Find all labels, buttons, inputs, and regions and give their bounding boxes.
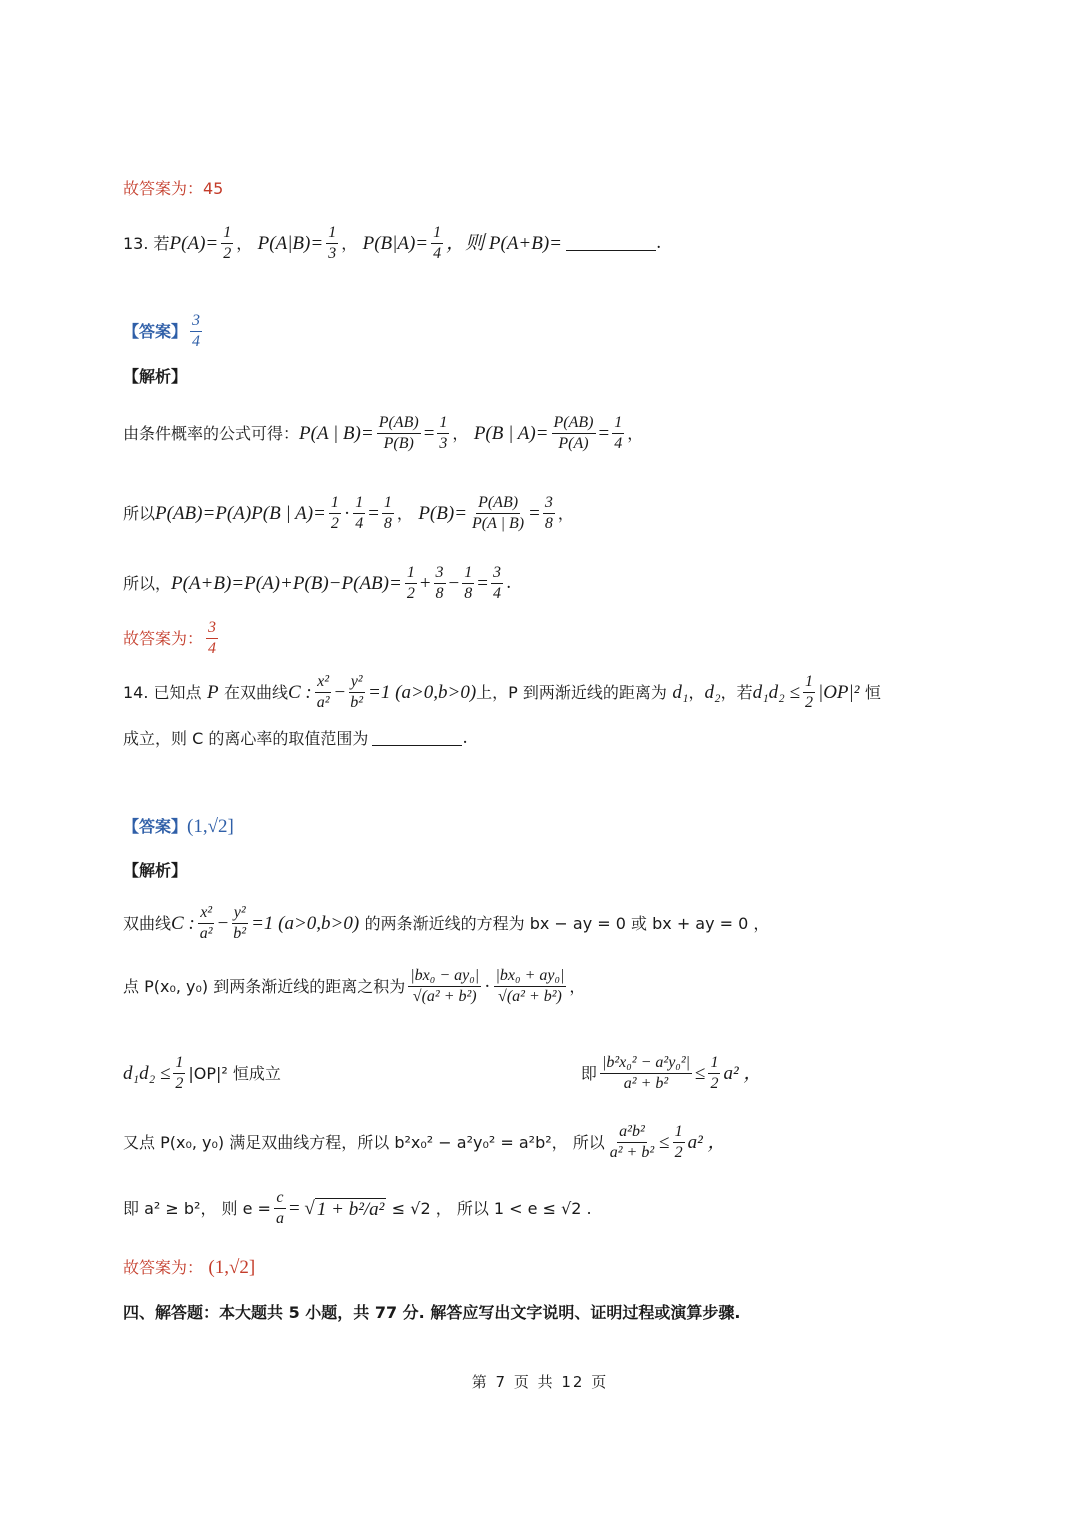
hyp-eq: =1 (a>0,b>0) [368,682,477,703]
q13-answer [123,313,980,350]
step-frac [494,968,567,1005]
hyperbola-name: C : [171,913,195,934]
step-text: 即 a² ≥ b²， 则 e = [123,1198,271,1218]
prompt-text: 成立，则 C 的离心率的取值范围为 [123,728,369,748]
frac-num: 1 [221,225,233,244]
frac-num: 1 [405,565,417,584]
q13-answer-blank [566,236,656,251]
q14-final [123,1258,980,1277]
step-math: P(A | B)= [299,423,374,444]
prompt-text: ，若 [720,682,753,702]
frac-den: 8 [544,515,553,532]
step-text: |OP|² 恒成立 [188,1063,281,1083]
frac-den: 4 [208,640,217,657]
q13-step1: 由条件概率的公式可得： P(A | B)= $\frac{P(AB)}{P(B)}$ = $\frac{1}{3}$ ， P(B | A)= $\frac{P(AB)}{P(A)}$ = $\frac{1}{4}$ ， [123,414,644,452]
q14-number: 14. 已知点 [123,682,202,702]
step-text: 由条件概率的公式可得： [123,423,300,443]
frac-num: |b²x₀² − a²y₀²| [600,1055,692,1074]
step-frac [405,565,417,602]
frac-num: 1 [326,225,338,244]
step-frac [382,495,394,532]
frac-den: 4 [433,245,442,262]
page-footer [0,1371,1080,1392]
d2: d₂ [704,682,721,703]
frac-num: 1 [673,1124,685,1143]
step-text: 双曲线 [123,913,172,933]
analysis-label: 【解析】 [123,861,188,880]
step-math: P(A+B)=P(A)+P(B)−P(AB)= [171,573,402,594]
frac-den: a [275,1210,284,1227]
step-math: P(AB)=P(A)P(B | A)= [155,503,326,524]
half-frac [173,1055,185,1092]
frac-den: 2 [175,1075,184,1092]
frac-den: 2 [710,1075,719,1092]
frac-num: x² [198,905,214,924]
step-frac [329,495,341,532]
frac-den: 8 [435,585,444,602]
section-title-text: 四、解答题：本大题共 5 小题，共 77 分. 解答应写出文字说明、证明过程或演算步骤. [123,1303,741,1322]
q14-analysis-label [123,863,980,879]
frac-den: 2 [223,245,232,262]
frac-den: 3 [439,435,448,452]
analysis-label: 【解析】 [123,367,188,386]
q13-ask: ，则 P(A+B)= [446,233,563,254]
frac-num: y² [232,905,248,924]
frac-den: 4 [355,515,364,532]
q13-step3: 所以， P(A+B)=P(A)+P(B)−P(AB)= $\frac{1}{2}$ + $\frac{3}{8}$ − $\frac{1}{8}$ = $\frac{3}{4}$ . [123,564,512,602]
frac-num: 1 [612,415,624,434]
frac-num: 1 [353,495,365,514]
q13-cond3-frac [431,225,443,262]
step-math: P(B)= [418,503,468,524]
q13-cond2-frac [326,225,338,262]
q14-prompt-line2: 成立，则 C 的离心率的取值范围为 . [123,728,468,748]
q13-answer-frac [190,313,202,350]
eq-sign: = [598,423,610,444]
frac-den: a² [199,925,213,942]
frac-num: 1 [382,495,394,514]
q13-cond3: P(B|A)= [362,233,429,254]
step-frac [543,495,555,532]
q12-answer-line [123,181,980,197]
d1: d₁ [672,682,689,703]
half-frac [708,1055,720,1092]
prompt-text: 上，P 到两渐近线的距离为 [476,682,667,702]
section4-title [123,1305,980,1321]
frac-num: 1 [431,225,443,244]
cond-lhs: d₁d₂ ≤ [752,682,800,703]
frac-den: 2 [406,585,415,602]
frac-num: 3 [190,313,202,332]
frac-den: a² + b² [609,1144,655,1161]
frac-num: c [274,1190,285,1209]
frac-den: 2 [674,1144,683,1161]
step-frac [612,415,624,452]
step-frac [353,495,365,532]
q13-cond1: P(A)= [169,233,219,254]
final-label: 故答案为： [123,628,204,648]
frac-den: b² [233,925,247,942]
hyp-frac [348,674,365,711]
frac-den: 2 [804,694,813,711]
prompt-text: 恒 [864,682,881,702]
final-label: 故答案为： [123,1257,204,1277]
frac-num: P(AB) [377,415,421,434]
step-text: 所以， [123,573,172,593]
q14-step5: 即 a² ≥ b²， 则 e = $\frac{c}{a}$ = √ 1 + b²/a² ≤ √2 ， 所以 1 < e ≤ √2 . [123,1189,592,1227]
answer-value: (1,√2] [187,816,234,837]
q14-answer-blank [372,731,462,746]
frac-num: x² [315,674,331,693]
q13-cond2: P(A|B)= [257,233,324,254]
frac-num: 3 [206,620,218,639]
q14-step4: 又点 P(x₀, y₀) 满足双曲线方程，所以 b²x₀² − a²y₀² = a²b²， 所以 $\frac{\text{a²b²}}{\text{a² + b²}}$ ≤ $\frac{1}{2}$ a² ， [123,1123,727,1161]
step-math: a² ， [687,1132,727,1153]
q13-cond1-frac [221,225,233,262]
frac-den: 8 [464,585,473,602]
q14-step3 [123,1055,980,1092]
final-value: (1,√2] [208,1257,256,1278]
step-frac [470,495,526,532]
cond-rhs: |OP|² [817,682,860,703]
half-frac [673,1124,685,1161]
frac-den: a² + b² [623,1075,669,1092]
step-text: ≤ √2 ， 所以 1 < e ≤ √2 . [391,1198,592,1218]
frac-num: 1 [708,1055,720,1074]
eq-sign: = [423,423,435,444]
frac-den: 4 [614,435,623,452]
q13-final [123,620,980,657]
frac-num: 3 [491,565,503,584]
frac-den: √(a² + b²) [412,988,477,1005]
sqrt-expr: 1 + b²/a² [316,1199,385,1220]
frac-num: y² [349,674,365,693]
q14-step1: 双曲线 C : $\frac{\text{x²}}{\text{a²}}$ − $\frac{\text{y²}}{\text{b²}}$ =1 (a>0,b>0) 的两条渐近线的方程为 bx − ay = 0 或 bx + ay = 0 ， [123,904,770,942]
q13-step2: 所以 P(AB)=P(A)P(B | A)= $\frac{1}{2}$ · $\frac{1}{4}$ = $\frac{1}{8}$ ， P(B)= $\frac{P(AB)}{P(A | B)}$ = $\frac{3}{8}$ ， [123,494,574,532]
q14-prompt-line1: 14. 已知点 P 在双曲线 C : $\frac{\text{x²}}{\text{a²}}$ − $\frac{\text{y²}}{\text{b²}}$ =1 (a>0,b>0) 上，P 到两渐近线的距离为 d₁ ， d₂ ，若 d₁d₂ ≤ $\frac{1}{2}$ |OP|² 恒 [123,673,881,711]
q13-prompt: 13. 若 P(A)= $\frac{1}{2}$ ， P(A|B)= $\frac{1}{3}$ ， P(B|A)= $\frac{1}{4}$ ，则 P(A+B)= . [123,224,662,262]
hyp-eq: =1 (a>0,b>0) [251,913,360,934]
frac-num: 1 [803,674,815,693]
frac-den: 8 [383,515,392,532]
step-text: 的两条渐近线的方程为 bx − ay = 0 或 bx + ay = 0 ， [364,913,770,933]
step-frac [274,1190,286,1227]
frac-num: 1 [437,415,449,434]
hyp-frac [231,905,248,942]
answer-label: 【答案】 [123,816,188,836]
step-frac [437,415,449,452]
frac-den: √(a² + b²) [498,988,562,1005]
step-text: 点 P(x₀, y₀) 到两条渐近线的距离之积为 [123,976,406,996]
frac-den: 4 [492,585,501,602]
frac-num: 1 [329,495,341,514]
frac-num: P(AB) [552,415,596,434]
step-frac [462,565,474,602]
frac-den: 4 [192,333,201,350]
answer-label: 【答案】 [123,321,188,341]
q13-number: 13. 若 [123,233,170,253]
frac-num: 1 [462,565,474,584]
frac-den: P(A) [558,435,589,452]
q14-answer [123,817,980,836]
hyp-frac [198,905,215,942]
q14-step2: 点 P(x₀, y₀) 到两条渐近线的距离之积为 $\frac{\text{|bx₀ − ay₀|}}{\text{√(a² + b²)}}$ · $\frac{\text{|bx₀ + ay₀|}}{\text{√(a² + b²)}}$ ， [123,967,586,1005]
cond-frac [803,674,815,711]
step-text: 又点 P(x₀, y₀) 满足双曲线方程，所以 b²x₀² − a²y₀² = a²b²， 所以 [123,1132,605,1152]
step-text: 所以 [123,503,156,523]
frac-num: 3 [543,495,555,514]
frac-num: P(AB) [476,495,520,514]
frac-den: 3 [328,245,337,262]
hyperbola-name: C : [287,682,312,703]
frac-num: |bx₀ − ay₀| [408,968,481,987]
step-frac [434,565,446,602]
frac-den: P(A | B) [472,515,525,532]
step-math: P(B | A)= [473,423,549,444]
page-number: 第 7 页 共 12 页 [471,1373,609,1391]
frac-den: b² [350,694,364,711]
step-frac [377,415,421,452]
prompt-text: 在双曲线 [223,682,288,702]
frac-den: a² [316,694,330,711]
q12-answer-text: 故答案为：45 [123,179,224,198]
frac-num: |bx₀ + ay₀| [494,968,567,987]
hyp-frac [315,674,332,711]
frac-num: 1 [173,1055,185,1074]
step-frac [600,1055,692,1092]
step-frac [491,565,503,602]
leq-sign: ≤ [695,1063,706,1084]
frac-num: a²b² [617,1124,647,1143]
step-math: d₁d₂ ≤ [123,1063,171,1084]
step-math: a² ， [723,1063,763,1084]
final-frac [206,620,218,657]
q13-analysis-label [123,369,980,385]
step-frac [608,1124,656,1161]
step-frac [552,415,596,452]
step-frac [408,968,481,1005]
frac-den: 2 [330,515,339,532]
frac-den: P(B) [383,435,414,452]
frac-num: 3 [434,565,446,584]
step-text: 即 [580,1063,597,1083]
